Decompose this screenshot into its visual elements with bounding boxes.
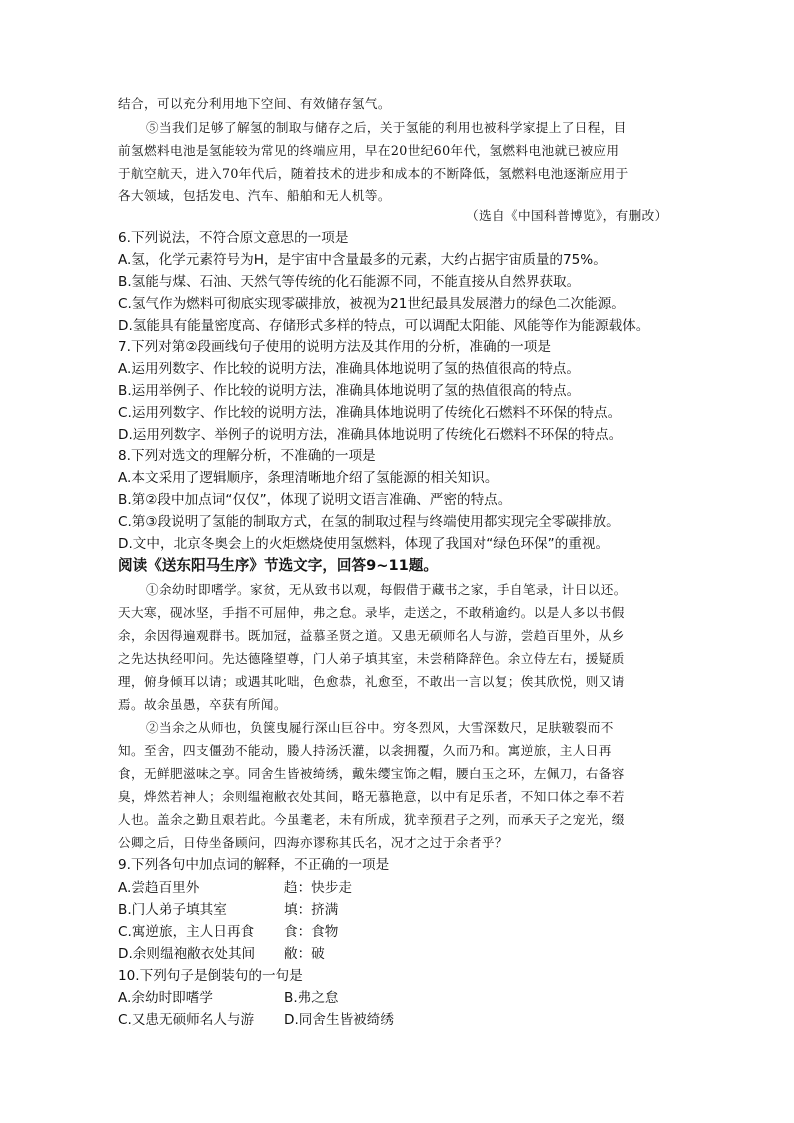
option-c: C.又患无硕师名人与游 (118, 1012, 255, 1028)
option-b: B.运用举例子、作比较的说明方法，准确具体地说明了氢的热值很高的特点。 (118, 383, 581, 399)
option-a-gloss: 趋：快步走 (284, 880, 352, 896)
question-stem: 7.下列对第②段画线句子使用的说明方法及其作用的分析，准确的一项是 (118, 339, 551, 355)
option-c-gloss: 食：食物 (284, 924, 339, 940)
option-b-gloss: 填：挤满 (284, 902, 339, 918)
passage-line: ⑤当我们足够了解氢的制取与储存之后，关于氢能的利用也被科学家提上了日程，目 (146, 120, 627, 135)
question-stem: 6.下列说法，不符合原文意思的一项是 (118, 230, 349, 246)
option-d: D.氢能具有能量密度高、存储形式多样的特点，可以调配太阳能、风能等作为能源载体。 (118, 318, 650, 334)
passage-line: 各大领域，包括发电、汽车、船舶和无人机等。 (118, 188, 391, 203)
classical-line: 人也。盖余之勤且艰若此。今虽耄老，未有所成，犹幸预君子之列，而承天子之宠光，缀 (118, 812, 625, 827)
classical-line: 之先达执经叩问。先达德隆望尊，门人弟子填其室，未尝稍降辞色。余立侍左右，援疑质 (118, 651, 625, 666)
classical-line: 余，余因得遍观群书。既加冠，益慕圣贤之道。又患无硕师名人与游，尝趋百里外，从乡 (118, 628, 625, 643)
option-a: A.本文采用了逻辑顺序，条理清晰地介绍了氢能源的相关知识。 (118, 470, 499, 486)
question-stem: 10.下列句子是倒装句的一句是 (118, 968, 303, 984)
classical-line: 知。至舍，四支僵劲不能动，媵人持汤沃灌，以衾拥覆，久而乃和。寓逆旅，主人日再 (118, 743, 612, 758)
classical-line: ②当余之从师也，负箧曳屣行深山巨谷中。穷冬烈风，大雪深数尺，足肤皲裂而不 (146, 720, 614, 735)
option-c: C.运用列数字、作比较的说明方法，准确具体地说明了传统化石燃料不环保的特点。 (118, 405, 622, 421)
classical-line: 食，无鲜肥滋味之享。同舍生皆被绮绣，戴朱缨宝饰之帽，腰白玉之环，左佩刀，右备容 (118, 766, 625, 781)
classical-line: 臭，烨然若神人；余则缊袍敝衣处其间，略无慕艳意，以中有足乐者，不知口体之奉不若 (118, 789, 625, 804)
question-stem: 8.下列对选文的理解分析，不准确的一项是 (118, 448, 376, 464)
option-b: B.第②段中加点词“仅仅”，体现了说明文语言准确、严密的特点。 (118, 492, 512, 508)
option-d-gloss: 敝：破 (284, 946, 325, 962)
option-a: A.余幼时即嗜学 (118, 990, 213, 1006)
option-c: C.寓逆旅，主人日再食 (118, 924, 255, 940)
question-stem: 9.下列各句中加点词的解释，不正确的一项是 (118, 857, 390, 873)
option-c: C.氢气作为燃料可彻底实现零碳排放，被视为21世纪最具发展潜力的绿色二次能源。 (118, 296, 625, 312)
classical-line: 焉。故余虽愚，卒获有所闻。 (118, 697, 287, 712)
option-d: D.余则缊袍敝衣处其间 (118, 946, 256, 962)
passage-line: 结合，可以充分利用地下空间、有效储存氢气。 (118, 96, 391, 111)
passage-line: 前氢燃料电池是氢能较为常见的终端应用，早在20世纪60年代，氢燃料电池就已被应用 (118, 143, 620, 158)
option-b: B.门人弟子填其室 (118, 902, 227, 918)
source-citation: （选自《中国科普博览》，有删改） (466, 208, 668, 223)
option-b: B.弗之怠 (284, 990, 339, 1006)
classical-line: 公卿之后，日侍坐备顾问，四海亦谬称其氏名，况才之过于余者乎？ (118, 835, 508, 850)
option-a: A.运用列数字、作比较的说明方法，准确具体地说明了氢的热值很高的特点。 (118, 361, 580, 377)
passage-line: 于航空航天，进入70年代后，随着技术的进步和成本的不断降低，氢燃料电池逐渐应用于 (118, 166, 629, 181)
option-d: D.运用列数字、举例子的说明方法，准确具体地说明了传统化石燃料不环保的特点。 (118, 427, 623, 443)
section-heading: 阅读《送东阳马生序》节选文字，回答9~11题。 (118, 557, 438, 574)
option-a: A.尝趋百里外 (118, 880, 200, 896)
classical-line: 理，俯身倾耳以请；或遇其叱咄，色愈恭，礼愈至，不敢出一言以复；俟其欣悦，则又请 (118, 674, 625, 689)
option-d: D.同舍生皆被绮绣 (284, 1012, 394, 1028)
option-d: D.文中，北京冬奥会上的火炬燃烧使用氢燃料，体现了我国对“绿色环保”的重视。 (118, 536, 610, 552)
option-b: B.氢能与煤、石油、天然气等传统的化石能源不同，不能直接从自然界获取。 (118, 274, 581, 290)
option-a: A.氢，化学元素符号为H，是宇宙中含量最多的元素，大约占据宇宙质量的75%。 (118, 252, 607, 268)
option-c: C.第③段说明了氢能的制取方式，在氢的制取过程与终端使用都实现完全零碳排放。 (118, 514, 620, 530)
classical-line: 天大寒，砚冰坚，手指不可屈伸，弗之怠。录毕，走送之，不敢稍逾约。以是人多以书假 (118, 605, 625, 620)
classical-line: ①余幼时即嗜学。家贫，无从致书以观，每假借于藏书之家，手自笔录，计日以还。 (146, 582, 627, 597)
